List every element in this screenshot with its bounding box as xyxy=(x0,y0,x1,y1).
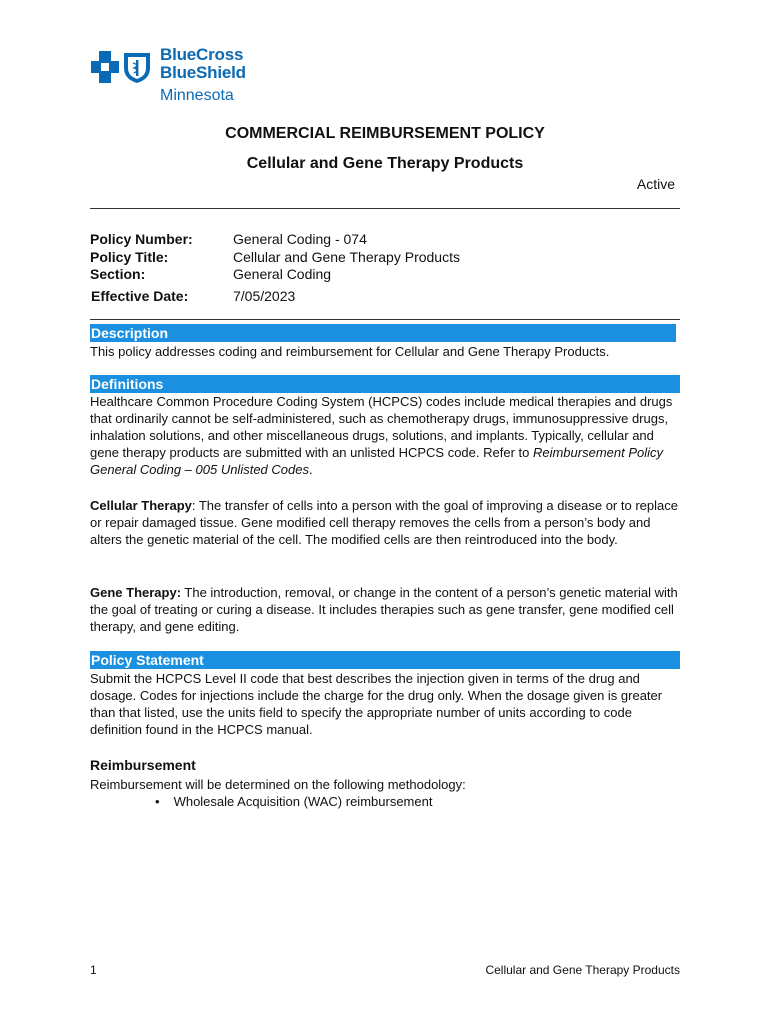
cellular-therapy-text: : The transfer of cells into a person with the goal of improving a disease or to replace or repair damaged tissue. Gene modified cell therapy removes the cells from a person’s body and alters the genetic material of the cell. The modified cells are then reintroduced into the body. xyxy=(90,498,678,547)
logo-line-2: BlueShield xyxy=(160,63,246,82)
reimbursement-intro: Reimbursement will be determined on the following methodology: xyxy=(90,777,466,792)
gene-therapy-text: The introduction, removal, or change in the content of a person’s genetic material with the goal of treating or curing a disease. It includes therapies such as gene transfer, gene modified cell therapy, and gene editing. xyxy=(90,585,678,634)
cellular-therapy-definition xyxy=(90,497,682,548)
effective-date-label: Effective Date: xyxy=(91,288,189,304)
page-number: 1 xyxy=(90,963,97,977)
unlisted-codes-reference: Reimbursement Policy General Coding – 005 Unlisted Codes xyxy=(90,445,664,477)
policy-statement-heading: Policy Statement xyxy=(90,651,680,669)
policy-number-value: General Coding - 074 xyxy=(233,231,367,247)
description-text: This policy addresses coding and reimbursement for Cellular and Gene Therapy Products. xyxy=(90,344,610,359)
section-value: General Coding xyxy=(233,266,332,282)
policy-title-label: Policy Title: xyxy=(90,249,169,265)
footer-title: Cellular and Gene Therapy Products xyxy=(485,963,680,977)
effective-date-value: 7/05/2023 xyxy=(233,288,296,304)
logo-line-3: Minnesota xyxy=(160,87,234,104)
policy-statement-text: Submit the HCPCS Level II code that best describes the injection given in terms of the drug and dosage. Codes for injections include the charge for the drug only. When the dosage given is greater than that listed, use the units field to specify the appropriate number of units according to code definition found in the HCPCS manual. xyxy=(90,671,663,737)
bullet-icon: • xyxy=(155,794,160,809)
list-item-text: Wholesale Acquisition (WAC) reimbursement xyxy=(173,794,433,809)
hcpcs-end: . xyxy=(308,462,313,477)
cross-shield-icon xyxy=(90,50,154,84)
status-label: Active xyxy=(636,176,675,192)
bcbs-logo xyxy=(90,42,290,110)
section-label: Section: xyxy=(90,266,146,282)
description-heading: Description xyxy=(90,324,676,342)
definitions-heading: Definitions xyxy=(90,375,680,393)
list-item xyxy=(155,793,432,810)
cellular-therapy-term: Cellular Therapy xyxy=(90,498,192,513)
gene-therapy-definition xyxy=(90,584,682,635)
reimbursement-heading: Reimbursement xyxy=(90,757,196,773)
divider xyxy=(90,208,680,209)
gene-therapy-term: Gene Therapy: xyxy=(90,585,182,600)
document-subtitle: Cellular and Gene Therapy Products xyxy=(246,155,524,172)
hcpcs-text: Healthcare Common Procedure Coding System (HCPCS) codes include medical therapies and drugs that ordinarily cannot be self-administered, such as chemotherapy drugs, immunosuppressive drugs, inhalation solutions, and other miscellaneous drugs, solutions, and implants. Typically, cellular and gene therapy products are submitted with an unlisted HCPCS code. Refer to xyxy=(90,394,673,460)
hcpcs-definition xyxy=(90,393,682,478)
divider xyxy=(90,319,680,320)
logo-line-1: BlueCross xyxy=(160,45,244,64)
policy-number-label: Policy Number: xyxy=(90,231,193,247)
document-title: COMMERCIAL REIMBURSEMENT POLICY xyxy=(225,125,545,142)
policy-title-value: Cellular and Gene Therapy Products xyxy=(233,249,460,265)
